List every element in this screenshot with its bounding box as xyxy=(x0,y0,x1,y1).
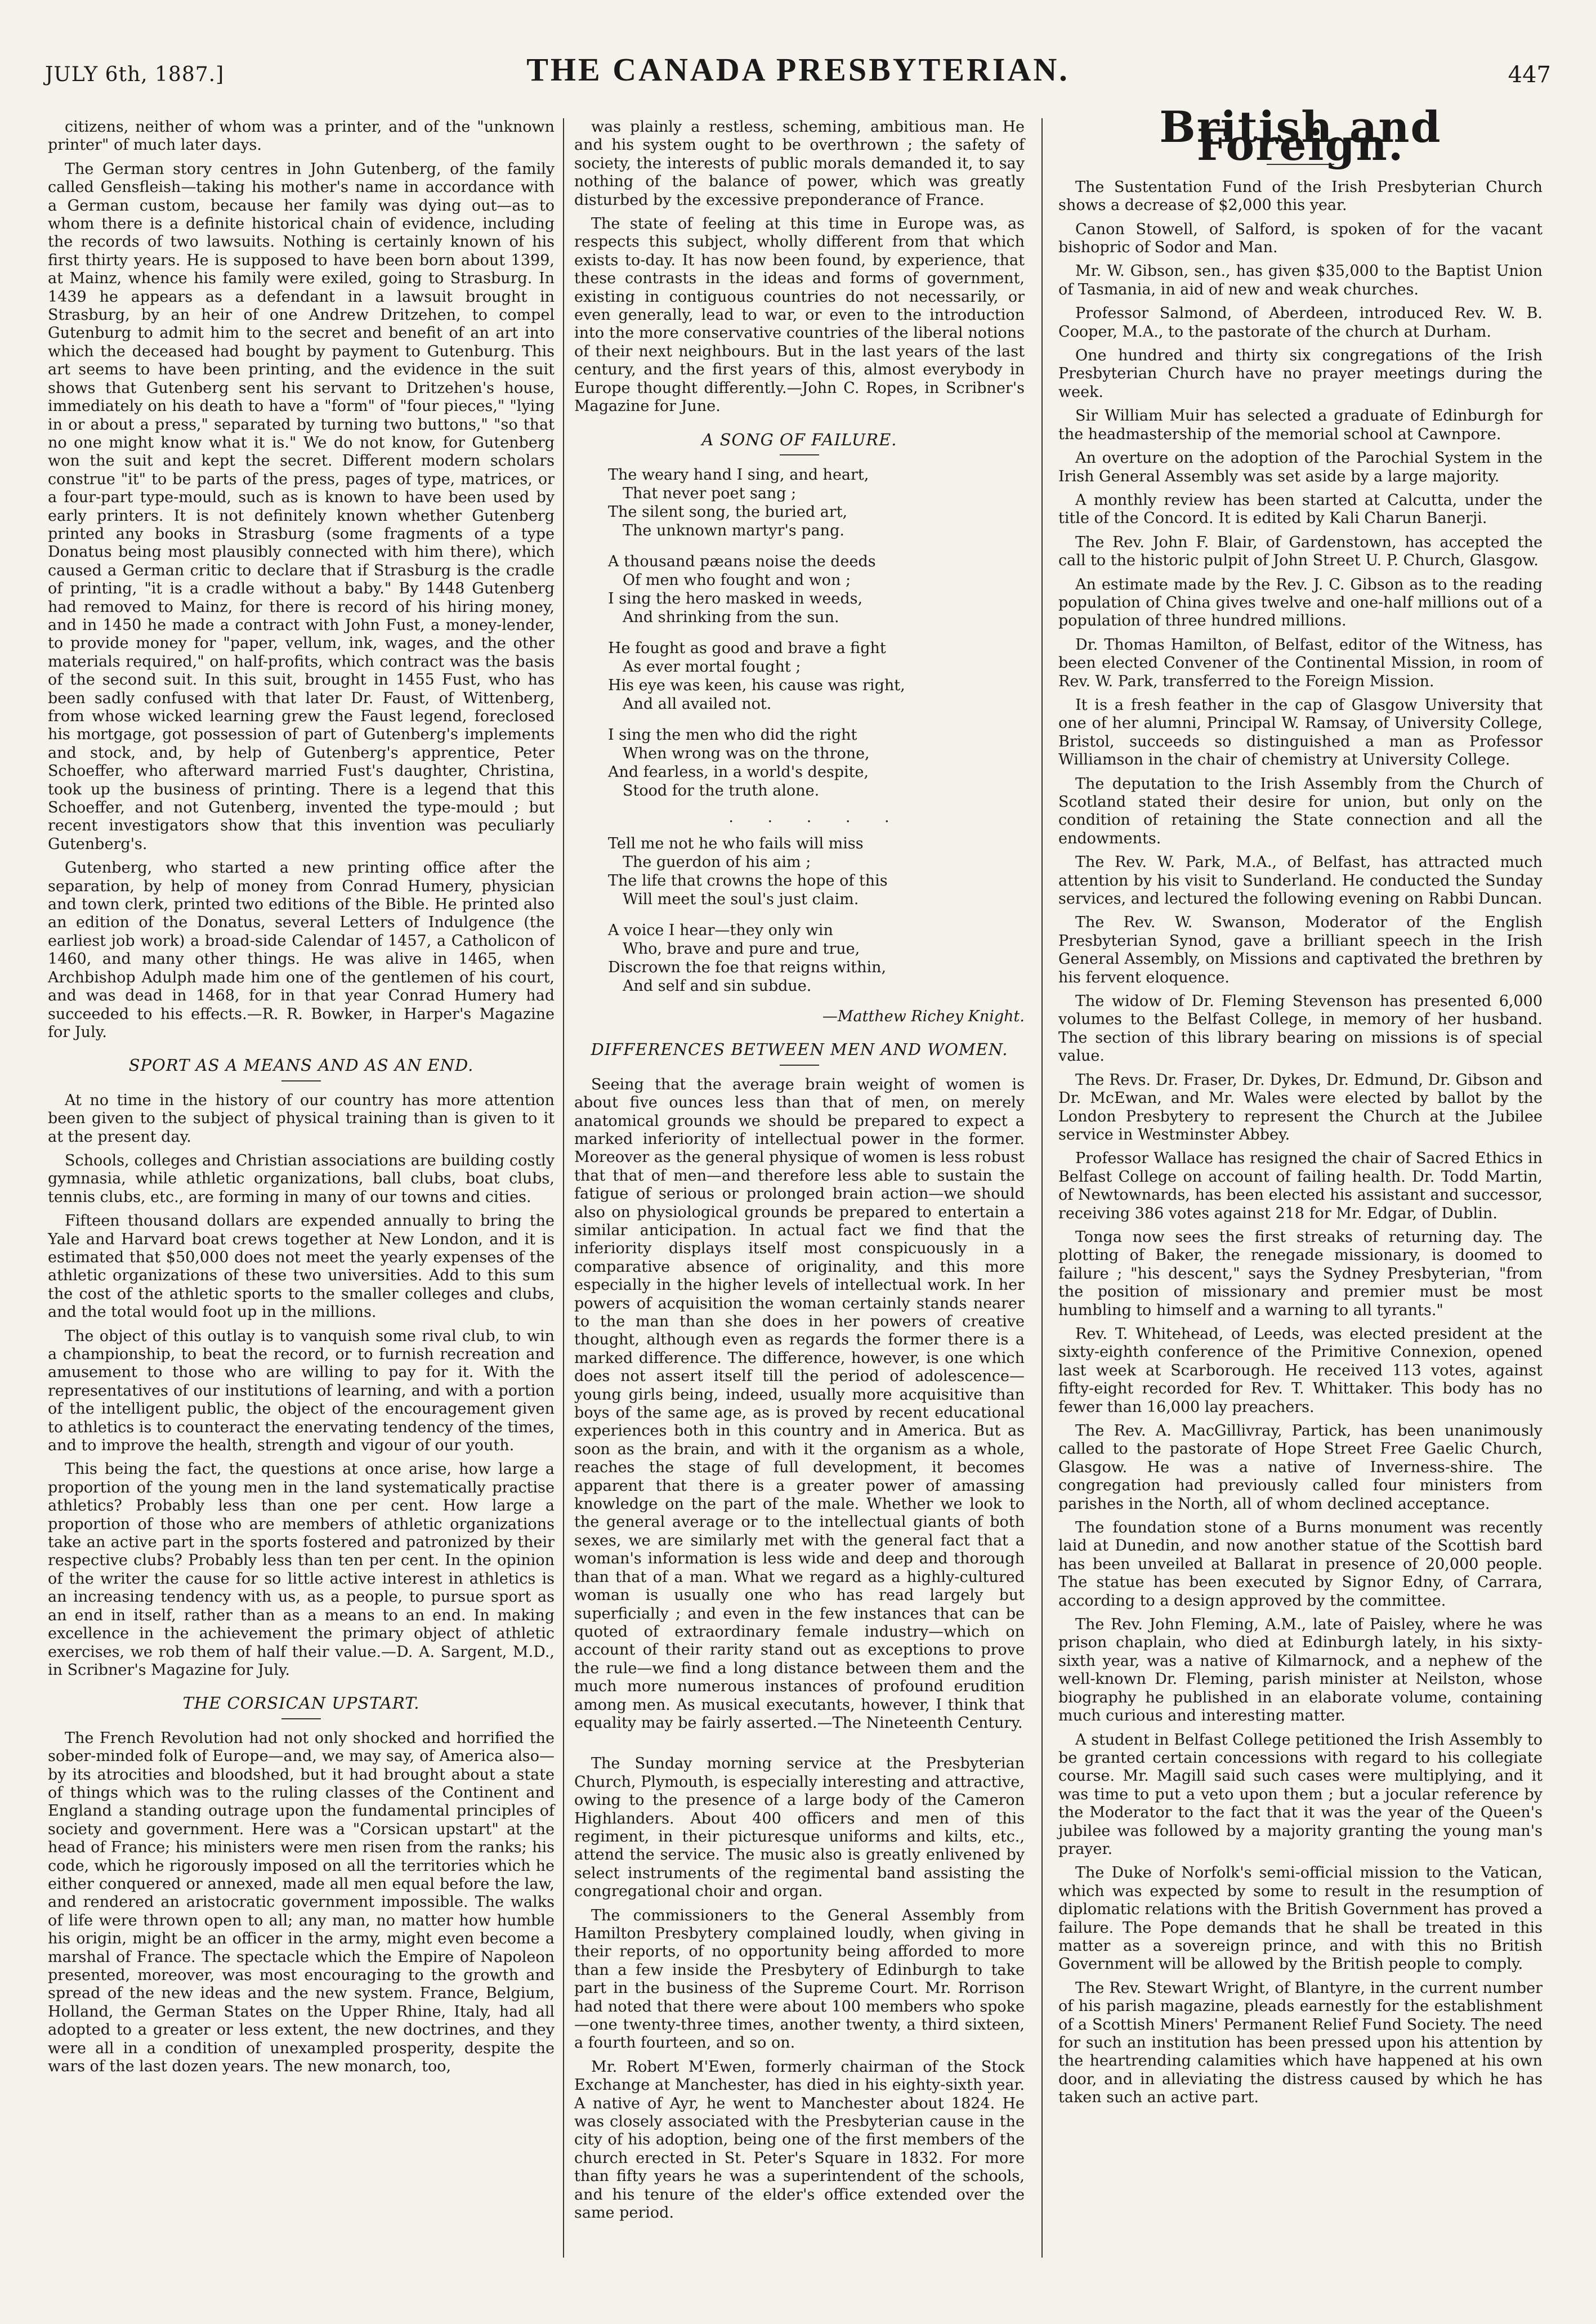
news-item: The Rev. W. Park, M.A., of Belfast, has attracted much attention by his visit to Sunderland. He conducted the Sunday services, and lectured the following evening on Rabbi Duncan. xyxy=(1058,853,1543,908)
poem-line: The silent song, the buried art, xyxy=(608,503,848,521)
article-paragraph: Fifteen thousand dollars are expended annually to bring the Yale and Harvard boat crews together at New London, and it is estimated that $50,000 does not meet the yearly expenses of the athletic organizations of these two universities. Add to this sum the cost of the athletic sports to the smaller colleges and clubs, and the total would foot up in the millions. xyxy=(48,1212,555,1321)
poem-stanza xyxy=(608,466,1025,540)
article-paragraph: The French Revolution had not only shocked and horrified the sober-minded folk of Europe—and, we may say, of America also—by its atrocities and bloodshed, but it had brought about a state of things which was to the ruling classes of the Continent and England a standing outrage upon the fundamental principles of society and government. Here was a "Corsican upstart" at the head of France; his ministers were men risen from the ranks; his code, which he rigorously imposed on all the territories which he either conquered or annexed, made all men equal before the law, and rendered an aristocratic government impossible. The walks of life were thrown open to all; any man, no matter how humble his origin, might be an officer in the army, might even become a marshal of France. The spectacle which the Empire of Napoleon presented, moreover, was most encouraging to the growth and spread of the new ideas and the new system. France, Belgium, Holland, the German States on the Upper Rhine, Italy, had all adopted to a greater or less extent, the new doctrines, and they were all in a condition of unexampled prosperity, despite the wars of the last dozen years. The new monarch, too, xyxy=(48,1729,555,2076)
news-item: Mr. Robert M'Ewen, formerly chairman of the Stock Exchange at Manchester, has died in his eighty-sixth year. A native of Ayr, he went to Manchester about 1824. He was closely associated with the Presbyterian cause in the city of his adoption, being one of the first members of the church erected in St. Peter's Square in 1832. For more than fifty years he was a superintendent of the schools, and his tenure of the elder's office extended over the same period. xyxy=(574,2058,1025,2222)
news-item: The Rev. Stewart Wright, of Blantyre, in the current number of his parish magazine, pleads earnestly for the establishment of a Scottish Miners' Permanent Relief Fund Society. The need for such an institution has been pressed upon his attention by the heartrending calamities which have happened at his own door, and in alleviating the distress caused by which he has taken such an active part. xyxy=(1058,1979,1543,2107)
section-title: British and Foreign. xyxy=(1159,102,1442,171)
poem-line: The weary hand I sing, and heart, xyxy=(608,466,869,484)
news-item: The Sunday morning service at the Presbyterian Church, Plymouth, is especially interesting and attractive, owing to the presence of a large body of the Cameron Highlanders. About 400 officers and men of this regiment, in their picturesque uniforms and kilts, etc., attend the service. The music also is greatly enlivened by select instruments of the regimental band assisting the congregational choir and organ. xyxy=(574,1755,1025,1901)
poem-line: Stood for the truth alone. xyxy=(623,781,820,799)
poem-line: Who, brave and pure and true, xyxy=(623,940,860,958)
page-number: 447 xyxy=(1508,62,1551,88)
article-heading-sport: SPORT AS A MEANS AND AS AN END. xyxy=(48,1056,555,1081)
poem-line: A thousand pæans noise the deeds xyxy=(608,552,876,570)
poem-line: And fearless, in a world's despite, xyxy=(608,763,869,781)
poem-stanza xyxy=(608,834,1025,909)
column-divider xyxy=(563,118,564,2258)
news-item: The deputation to the Irish Assembly from the Church of Scotland stated their desire for union, but only on the condition of retaining the State connection and all the endowments. xyxy=(1058,775,1543,847)
news-item: Tonga now sees the first streaks of returning day. The plotting of Baker, the renegade missionary, is doomed to failure ; "his descent," says the Sydney Presbyterian, "from the position of missionary and premier must be most humbling to himself and a warning to all tyrants." xyxy=(1058,1228,1543,1319)
news-item: The Sustentation Fund of the Irish Presbyterian Church shows a decrease of $2,000 this year. xyxy=(1058,178,1543,214)
article-heading-differences: DIFFERENCES BETWEEN MEN AND WOMEN. xyxy=(574,1040,1025,1065)
news-item: The Revs. Dr. Fraser, Dr. Dykes, Dr. Edmund, Dr. Gibson and Dr. McEwan, and Mr. Wales were elected by ballot by the London Presbytery to represent the Church at the Jubilee service in Westminster Abbey. xyxy=(1058,1071,1543,1143)
poem xyxy=(608,466,1025,995)
news-item: Professor Wallace has resigned the chair of Sacred Ethics in Belfast College on account of failing health. Dr. Todd Martin, of Newtownards, has been elected his assistant and successor, receiving 386 votes against 218 for Mr. Edgar, of Dublin. xyxy=(1058,1150,1543,1222)
poem-line: And all availed not. xyxy=(623,695,772,713)
column-1 xyxy=(48,118,555,2081)
news-item: Canon Stowell, of Salford, is spoken of for the vacant bishopric of Sodor and Man. xyxy=(1058,220,1543,257)
news-item: It is a fresh feather in the cap of Glasgow University that one of her alumni, Principal W. Ramsay, of University College, Bristol, succeeds so distinguished a man as Professor Williamson in the chair of chemistry at University College. xyxy=(1058,696,1543,769)
poem-line: His eye was keen, his cause was right, xyxy=(608,676,905,694)
news-item: The Rev. W. Swanson, Moderator of the English Presbyterian Synod, gave a brilliant speech in the Irish General Assembly, on Missions and captivated the brethren by his fervent eloquence. xyxy=(1058,914,1543,986)
poem-heading: A SONG OF FAILURE. xyxy=(574,431,1025,455)
poem-line: I sing the hero masked in weeds, xyxy=(608,589,863,607)
news-item: A student in Belfast College petitioned the Irish Assembly to be granted certain concessions with regard to his collegiate course. Mr. Magill said such cases were multiplying, and it was time to put a veto upon them ; but a jocular reference by the Moderator to the fact that it was the year of the Queen's jubilee was followed by a majority granting the young man's prayer. xyxy=(1058,1731,1543,1858)
poem-line: Will meet the soul's just claim. xyxy=(623,890,859,908)
poem-attribution: —Matthew Richey Knight. xyxy=(822,1007,1025,1025)
article-paragraph: This being the fact, the questions at once arise, how large a proportion of the young men in the land systematically practise athletics? Probably less than one per cent. How large a proportion of those who are members of athletic organizations take an active part in the sports fostered and patronized by their respective clubs? Probably less than ten per cent. In the opinion of the writer the cause for so little active interest in athletics is an increasing tendency with us, as a people, to pursue sport as an end in itself, rather than as a means to an end. In making excellence in the achievement the primary object of athletic exercises, we rob them of half their value.—D. A. Sargent, M.D., in Scribner's Magazine for July. xyxy=(48,1460,555,1679)
news-item: The Rev. A. MacGillivray, Partick, has been unanimously called to the pastorate of Hope Street Free Gaelic Church, Glasgow. He was a native of Inverness-shire. The congregation had previously called four ministers from parishes in the North, all of whom declined acceptance. xyxy=(1058,1422,1543,1513)
article-paragraph: Gutenberg, who started a new printing office after the separation, by help of money from Conrad Humery, physician and town clerk, printed two editions of the Bible. He printed also an edition of the Donatus, several Letters of Indulgence (the earliest job work) a broad-side Calendar of 1457, a Catholicon of 1460, and many other things. He was alive in 1465, when Archbishop Adulph made him one of the gentlemen of his court, and was dead in 1468, for in that year Conrad Humery had succeeded to his effects.—R. R. Bowker, in Harper's Magazine for July. xyxy=(48,859,555,1041)
article-paragraph: citizens, neither of whom was a printer, and of the "unknown printer" of much later days. xyxy=(48,118,555,154)
article-paragraph: The state of feeling at this time in Europe was, as respects this subject, wholly different from that which exists to-day. It has now been found, by experience, that these contrasts in the ideas and forms of government, existing in contiguous countries do not necessarily, or even generally, lead to war, or even to the introduction into the more conservative countries of the liberal notions of their next neighbours. But in the last years of the last century, and the first years of this, almost everybody in Europe thought differently.—John C. Ropes, in Scribner's Magazine for June. xyxy=(574,215,1025,415)
news-item: The widow of Dr. Fleming Stevenson has presented 6,000 volumes to the Belfast College, in memory of her husband. The section of this library bearing on missions is of special value. xyxy=(1058,993,1543,1065)
poem-line: And shrinking from the sun. xyxy=(623,608,839,626)
poem-line: And self and sin subdue. xyxy=(623,977,812,995)
poem-line: The unknown martyr's pang. xyxy=(623,521,844,539)
poem-stanza xyxy=(608,552,1025,627)
news-item: The Duke of Norfolk's semi-official mission to the Vatican, which was expected by some to result in the resumption of diplomatic relations with the British Government has proved a failure. The Pope demands that he shall be treated in this matter as a sovereign prince, and with this no British Government will be allowed by the British people to comply. xyxy=(1058,1864,1543,1973)
article-paragraph: Schools, colleges and Christian associations are building costly gymnasia, while athletic organizations, ball clubs, boat clubs, tennis clubs, etc., are forming in many of our towns and cities. xyxy=(48,1151,555,1206)
article-paragraph: was plainly a restless, scheming, ambitious man. He and his system ought to be overthrown ; the safety of society, the interests of public morals demanded it, to say nothing of the balance of power, which was greatly disturbed by the excessive preponderance of France. xyxy=(574,118,1025,209)
masthead xyxy=(45,51,1551,96)
news-item: Rev. T. Whitehead, of Leeds, was elected president at the sixty-eighth conference of the Primitive Connexion, opened last week at Scarborough. He received 113 votes, against fifty-eight recorded for Rev. T. Whittaker. This body has no fewer than 16,000 lay preachers. xyxy=(1058,1325,1543,1416)
poem-line: That never poet sang ; xyxy=(623,484,797,502)
poem-ellipsis: . . . . . xyxy=(728,808,904,826)
poem-line: Discrown the foe that reigns within, xyxy=(608,958,887,976)
news-item: Professor Salmond, of Aberdeen, introduced Rev. W. B. Cooper, M.A., to the pastorate of the church at Durham. xyxy=(1058,305,1543,341)
poem-stanza xyxy=(608,639,1025,713)
poem-line: The guerdon of his aim ; xyxy=(623,853,811,871)
article-paragraph: Seeing that the average brain weight of women is about five ounces less than that of men, on merely anatomical grounds we should be prepared to expect a marked inferiority of intellectual power in the former. Moreover as the general physique of women is less robust that that of men—and therefore less able to sustain the fatigue of serious or prolonged brain action—we should also on physiological grounds be prepared to entertain a similar anticipation. In actual fact we find that the inferiority displays itself most conspicuously in a comparative absence of originality, and this more especially in the higher levels of intellectual work. In her powers of acquisition the woman certainly stands nearer to the man than she does in her powers of creative thought, although even as regards the former there is a marked difference. The difference, however, is one which does not assert itself till the period of adolescence—young girls being, indeed, usually more acquisitive than boys of the same age, as is proved by recent educational experiences both in this country and in America. But as soon as the brain, and with it the organism as a whole, reaches the stage of full development, it becomes apparent that there is a greater power of amassing knowledge on the part of the male. Whether we look to the general average or to the intellectual giants of both sexes, we are similarly met with the general fact that a woman's information is less wide and deep and thorough than that of a man. What we regard as a highly-cultured woman is usually one who has read largely but superficially ; and even in the few instances that can be quoted of extraordinary female industry—which on account of their rarity stand out as exceptions to prove the rule—we find a long distance between them and the much more numerous instances of profound erudition among men. As musical executants, however, I think that equality may be fairly asserted.—The Nineteenth Century. xyxy=(574,1075,1025,1732)
poem-line: I sing the men who did the right xyxy=(608,726,857,744)
news-item: Sir William Muir has selected a graduate of Edinburgh for the headmastership of the memorial school at Cawnpore. xyxy=(1058,407,1543,443)
news-item: One hundred and thirty six congregations of the Irish Presbyterian Church have no prayer meetings during the week. xyxy=(1058,347,1543,401)
article-paragraph: At no time in the history of our country has more attention been given to the subject of physical training than is given to it at the present day. xyxy=(48,1091,555,1146)
column-divider xyxy=(1041,118,1043,2258)
poem-line: He fought as good and brave a fight xyxy=(608,639,886,657)
article-paragraph: The object of this outlay is to vanquish some rival club, to win a championship, to beat the record, or to furnish recreation and amusement to those who are willing to pay for it. With the representatives of our institutions of learning, and with a portion of the intelligent public, the object of the encouragement given to athletics is to counteract the enervating tendency of the times, and to improve the health, strength and vigour of our youth. xyxy=(48,1327,555,1455)
column-3 xyxy=(1058,102,1543,2113)
news-item: An estimate made by the Rev. J. C. Gibson as to the reading population of China gives twelve and one-half millions out of a population of three hundred millions. xyxy=(1058,575,1543,630)
issue-date: JULY 6th, 1887.] xyxy=(45,63,225,86)
poem-line: Tell me not he who fails will miss xyxy=(608,834,864,852)
article-paragraph: The German story centres in John Gutenberg, of the family called Gensfleish—taking his mother's name in accordance with a German custom, because her family was dying out—as to whom there is a definite historical chain of evidence, including the records of two lawsuits. Nothing is certainly known of his first thirty years. He is supposed to have been born about 1399, at Mainz, whence his family were exiled, going to Strasburg. In 1439 he appears as a defendant in a lawsuit brought in Strasburg, by an heir of one Andrew Dritzehen, to compel Gutenburg to admit him to the secret and benefit of an art into which the deceased had bought by payment to Gutenburg. This art seems to have been printing, and the evidence in the suit shows that Gutenberg sent his servant to Dritzehen's house, immediately on his death to have a "form" of "four pieces," "lying in or about a press," separated by turning two buttons," "so that no one might know what it is." We do not know, for Gutenberg won the suit and kept the secret. Different modern scholars construe "it" to be parts of the press, pages of type, matrices, or a four-part type-mould, such as is known to have been used by early printers. It is not definitely known whether Gutenberg printed any books in Strasburg (some fragments of a type Donatus being most plausibly connected with him there), which caused a German critic to declare that if Strasburg is the cradle of printing, "it is a cradle without a baby." By 1448 Gutenberg had removed to Mainz, for there is record of his hiring money, and in 1450 he made a contract with John Fust, a money-lender, to provide money for "paper, vellum, ink, wages, and the other materials required," on half-profits, which contract was the basis of the second suit. In this suit, brought in 1455 Fust, who has been sadly confused with that later Dr. Faust, of Wittenberg, from whose wicked learning grew the Faust legend, foreclosed his mortgage, got possession of part of Gutenberg's implements and stock, and, by help of Gutenberg's apprentice, Peter Schoeffer, who afterward married Fust's daughter, Christina, took up the business of printing. There is a legend that this Schoeffer, and not Gutenberg, invented the type-mould ; but recent investigators show that this invention was peculiarly Gutenberg's. xyxy=(48,160,555,853)
news-item: The Rev. John F. Blair, of Gardenstown, has accepted the call to the historic pulpit of John Street U. P. Church, Glasgow. xyxy=(1058,533,1543,570)
poem-line: Of men who fought and won ; xyxy=(623,571,851,589)
article-heading-corsican: THE CORSICAN UPSTART. xyxy=(48,1694,555,1719)
newspaper-title: THE CANADA PRESBYTERIAN. xyxy=(526,51,1070,88)
news-item: Dr. Thomas Hamilton, of Belfast, editor of the Witness, has been elected Convener of the Continental Mission, in room of Rev. W. Park, transferred to the Foreign Mission. xyxy=(1058,636,1543,690)
news-item: Mr. W. Gibson, sen., has given $35,000 to the Baptist Union of Tasmania, in aid of new and weak churches. xyxy=(1058,262,1543,298)
news-item: The commissioners to the General Assembly from Hamilton Presbytery complained loudly, when giving in their reports, of no opportunity being afforded to more than a few inside the Presbytery of Edinburgh to take part in the business of the Supreme Court. Mr. Rorrison had noted that there were about 100 members who spoke—one twenty-three times, another twenty, a third sixteen, a fourth fourteen, and so on. xyxy=(574,1906,1025,2052)
news-item: An overture on the adoption of the Parochial System in the Irish General Assembly was set aside by a large majority. xyxy=(1058,449,1543,485)
column-2 xyxy=(574,118,1025,2228)
poem-stanza xyxy=(608,726,1025,800)
poem-line: The life that crowns the hope of this xyxy=(608,872,888,890)
poem-stanza xyxy=(608,921,1025,995)
poem-line: A voice I hear—they only win xyxy=(608,921,833,939)
news-item: A monthly review has been started at Calcutta, under the title of the Concord. It is edited by Kali Charun Banerji. xyxy=(1058,491,1543,528)
poem-line: As ever mortal fought ; xyxy=(623,658,801,676)
poem-line: When wrong was on the throne, xyxy=(623,744,870,762)
news-item: The foundation stone of a Burns monument was recently laid at Dunedin, and now another statue of the Scottish bard has been unveiled at Ballarat in presence of 20,000 people. The statue has been executed by Signor Edny, of Carrara, according to a design approved by the committee. xyxy=(1058,1519,1543,1610)
news-item: The Rev. John Fleming, A.M., late of Paisley, where he was prison chaplain, who died at Edinburgh lately, in his sixty-sixth year, was a native of Kilmarnock, and a nephew of the well-known Dr. Fleming, parish minister at Neilston, whose biography he published in an elaborate volume, containing much curious and interesting matter. xyxy=(1058,1616,1543,1725)
